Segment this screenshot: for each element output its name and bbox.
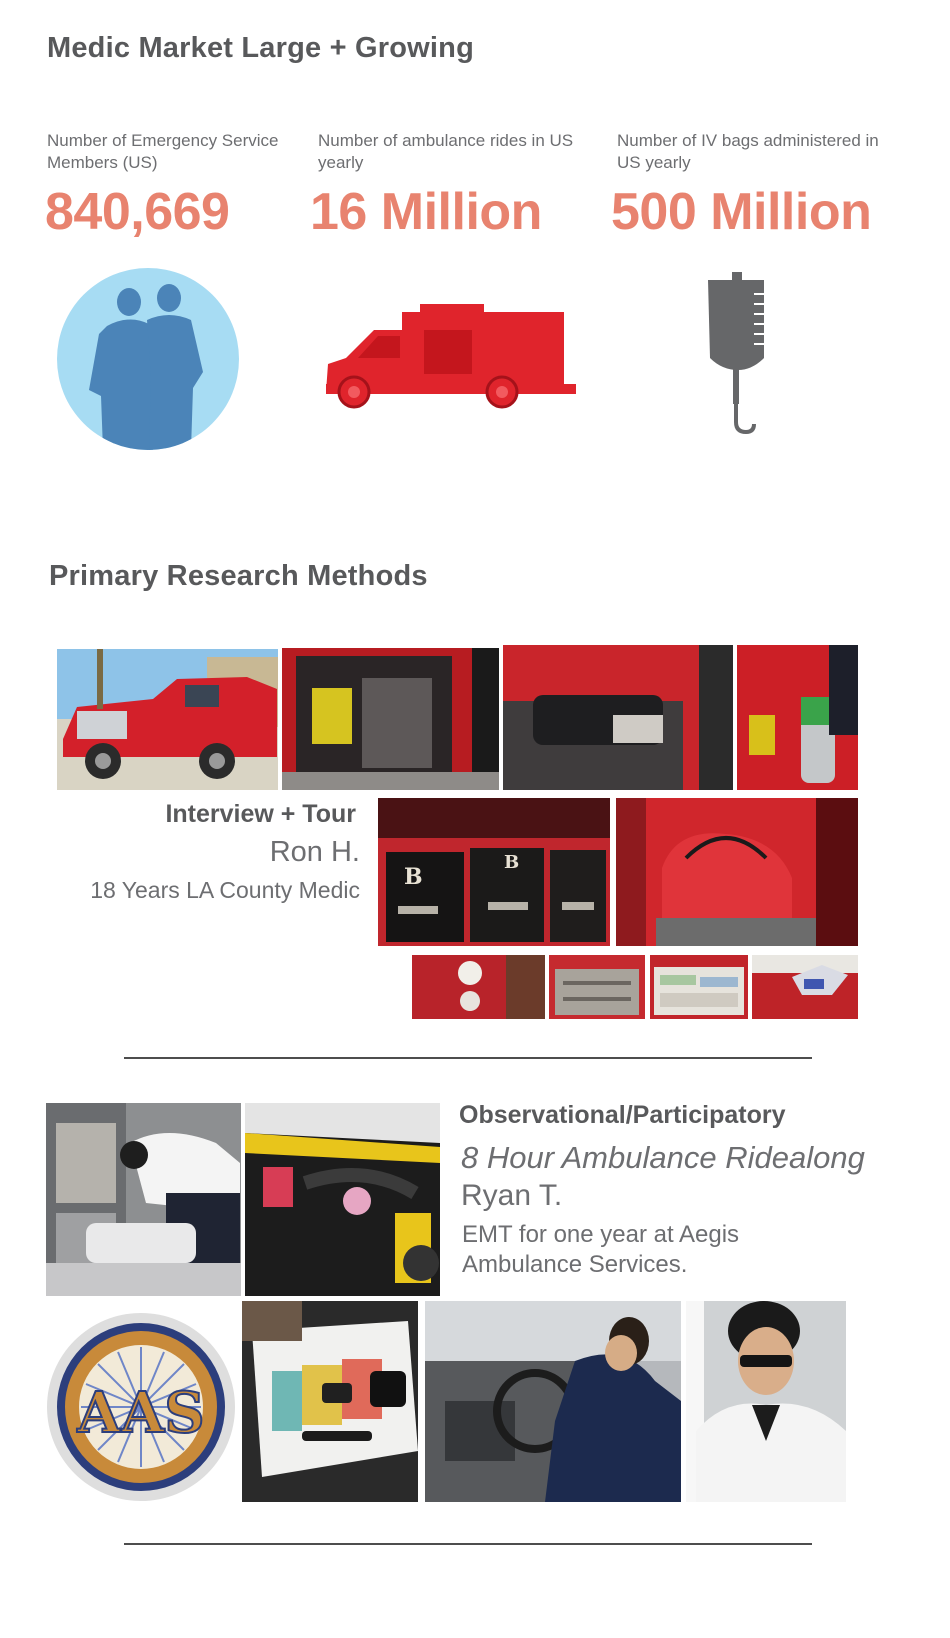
interview-detail: 18 Years LA County Medic: [90, 877, 360, 903]
stretcher-photo: [245, 1103, 440, 1296]
stat-label-rides: Number of ambulance rides in US yearly: [318, 131, 574, 172]
oxygen-tank-photo: [737, 645, 858, 790]
svg-text:B: B: [404, 864, 423, 890]
binder-photo: [242, 1301, 418, 1502]
observational-detail-line1: EMT for one year at Aegis: [462, 1221, 740, 1248]
observational-heading: Observational/Participatory: [459, 1101, 786, 1129]
red-bag-photo: [616, 798, 858, 946]
observational-name: Ryan T.: [461, 1179, 563, 1212]
stat-label-iv: Number of IV bags administered in US yearly: [617, 131, 879, 172]
compartment-photo-2: [503, 645, 733, 790]
section-divider-2: [124, 1543, 812, 1545]
svg-text:B: B: [504, 852, 520, 873]
stat-label-members: Number of Emergency Service Members (US): [47, 131, 279, 172]
emt-portrait-photo: [686, 1301, 846, 1502]
interview-heading: Interview + Tour: [165, 800, 356, 828]
research-title: Primary Research Methods: [49, 560, 428, 592]
supply-photo-4: [752, 955, 858, 1019]
section-divider-1: [124, 1057, 812, 1059]
fire-truck-photo: [57, 649, 278, 790]
market-title: Medic Market Large + Growing: [47, 32, 475, 64]
observational-subtitle: 8 Hour Ambulance Ridealong: [461, 1140, 865, 1175]
supply-photo-3: [650, 955, 748, 1019]
supply-photo-2: [549, 955, 645, 1019]
aegis-logo: [46, 1312, 236, 1502]
stat-value-rides: 16 Million: [310, 183, 542, 241]
interview-name: Ron H.: [269, 836, 360, 868]
compartment-photo-1: [282, 648, 499, 790]
labeled-boxes-photo: [378, 798, 610, 946]
supply-photo-1: [412, 955, 545, 1019]
stat-value-iv: 500 Million: [611, 183, 872, 241]
stat-value-members: 840,669: [45, 183, 230, 241]
logo-letters: AAS: [77, 1380, 205, 1446]
ambulance-icon: [324, 300, 578, 412]
iv-bag-icon: [702, 272, 772, 436]
observational-detail-line2: Ambulance Services.: [462, 1251, 688, 1278]
driver-photo: [425, 1301, 681, 1502]
emt-working-photo: [46, 1103, 241, 1296]
medics-icon: [57, 268, 239, 450]
